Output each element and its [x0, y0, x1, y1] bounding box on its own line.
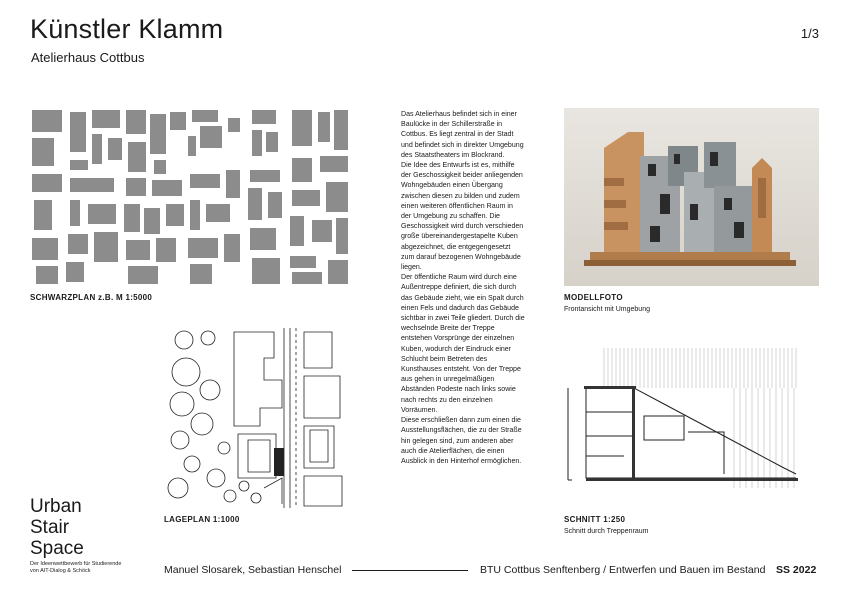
brand-logo — [30, 496, 84, 559]
schwarzplan-image — [30, 108, 350, 286]
brand-tagline-line: von AIT-Dialog & Schöck — [30, 568, 91, 574]
page-number: 1/3 — [800, 26, 819, 41]
lageplan-label: LAGEPLAN 1:1000 — [164, 515, 240, 524]
brand-line: Space — [30, 538, 84, 559]
brand-tagline — [30, 561, 121, 575]
modellfoto-image — [564, 108, 819, 286]
description-paragraph: Der öffentliche Raum wird durch eine Außentreppe definiert, die sich durch das Gebäude zieht, wie ein Spalt durch einen Fels und dadurch das Gebäude sichtbar in zwei Teile gliedert. Durch die wechselnde Breite der Treppe entstehen Vorsprünge der einzelnen Kuben, wodurch der Eindruck einer Schlucht beim Betreten des Kunsthauses entsteht. Von der Treppe aus gehen in unregelmäßigen Abständen Podeste nach links sowie nach rechts zu den einzelnen Vorräumen. — [401, 274, 525, 414]
schwarzplan-label: SCHWARZPLAN z.B. M 1:5000 — [30, 293, 153, 302]
modellfoto-caption: Frontansicht mit Umgebung — [564, 306, 650, 313]
brand-line: Stair — [30, 517, 70, 538]
lageplan-image — [164, 328, 351, 508]
description-text — [401, 110, 525, 467]
schnitt-label: SCHNITT 1:250 — [564, 515, 626, 524]
schnitt-image — [564, 328, 819, 508]
description-paragraph: Diese erschließen dann zum einen die Ausstellungsflächen, die zu der Straße hin gelegen sind, zum anderen aber auch die Atelierflächen, die einen Ausblick in den Hinterhof ermöglichen. — [401, 417, 522, 465]
page-title: Künstler Klamm — [30, 14, 224, 44]
description-paragraph: Das Atelierhaus befindet sich in einer Baulücke in der Schillerstraße in Cottbus. Es liegt zentral in der Stadt und befindet sich in direkter Umgebung des Staatstheaters im Blockrand. — [401, 111, 524, 159]
description-paragraph: Die Idee des Entwurfs ist es, mithilfe der Geschossigkeit beider anliegenden Wohngebäuden einen Übergang zwischen diesen zu bilden und zudem einen weiteren öffentlichen Raum in der Umgebung zu schaffen. Die Geschossigkeit wird durch verschieden große übereinandergestapelte Kuben abgezeichnet, die entgegengesetzt zum darauf bezogenen Wohngebäude liegen. — [401, 162, 524, 272]
semester: SS 2022 — [776, 564, 817, 576]
authors: Manuel Slosarek, Sebastian Henschel — [164, 564, 342, 576]
institution: BTU Cottbus Senftenberg / Entwerfen und Bauen im Bestand — [480, 564, 766, 576]
brand-tagline-line: Der Ideenwettbewerb für Studierende — [30, 561, 122, 567]
modellfoto-label: MODELLFOTO — [564, 293, 623, 302]
schnitt-caption: Schnitt durch Treppenraum — [564, 528, 649, 535]
brand-line: Urban — [30, 496, 82, 517]
footer-divider — [352, 570, 468, 571]
page-subtitle: Atelierhaus Cottbus — [31, 50, 145, 65]
